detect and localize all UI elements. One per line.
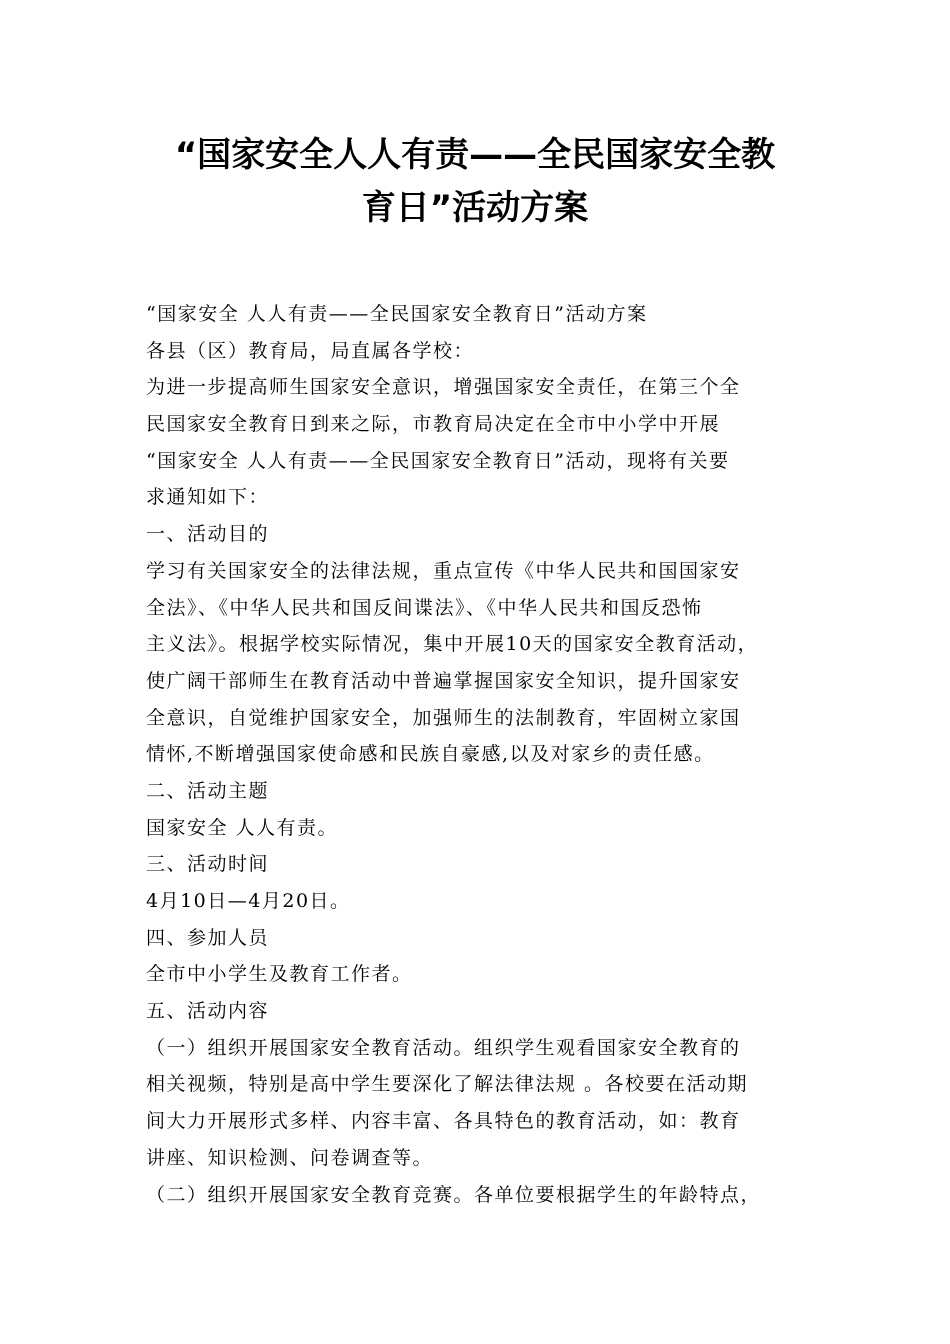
section-heading-theme: 二、活动主题 — [146, 779, 270, 802]
body-line-recipients: 各县（区）教育局，局直属各学校： — [146, 339, 475, 362]
body-line-subtitle: “国家安全 人人有责——全民国家安全教育日”活动方案 — [146, 303, 648, 325]
body-line-theme: 国家安全 人人有责。 — [146, 816, 339, 839]
section-heading-purpose: 一、活动目的 — [146, 523, 270, 546]
body-line-purpose-3: 主义法》。根据学校实际情况，集中开展10天的国家安全教育活动， — [146, 633, 759, 656]
document-title-line-2: 育日”活动方案 — [361, 188, 589, 228]
section-heading-participants: 四、参加人员 — [146, 926, 270, 949]
body-line-intro-1: 为进一步提高师生国家安全意识，增强国家安全责任，在第三个全 — [146, 376, 741, 399]
body-line-content-4: 讲座、知识检测、问卷调查等。 — [146, 1146, 434, 1169]
body-line-content-5: （二）组织开展国家安全教育竞赛。各单位要根据学生的年龄特点， — [146, 1183, 762, 1206]
body-line-content-2: 相关视频，特别是高中学生要深化了解法律法规 。各校要在活动期 — [146, 1073, 749, 1096]
body-line-purpose-1: 学习有关国家安全的法律法规，重点宣传《中华人民共和国国家安 — [146, 559, 741, 582]
body-line-intro-2: 民国家安全教育日到来之际，市教育局决定在全市中小学中开展 — [146, 413, 721, 436]
body-line-content-3: 间大力开展形式多样、内容丰富、各具特色的教育活动，如：教育 — [146, 1110, 741, 1133]
body-line-intro-3: “国家安全 人人有责——全民国家安全教育日”活动，现将有关要 — [146, 449, 730, 472]
section-heading-time: 三、活动时间 — [146, 853, 270, 876]
body-line-participants: 全市中小学生及教育工作者。 — [146, 963, 413, 986]
body-line-intro-4: 求通知如下： — [146, 486, 270, 509]
body-line-purpose-4: 使广阔干部师生在教育活动中普遍掌握国家安全知识，提升国家安 — [146, 669, 741, 692]
document-body — [146, 296, 816, 1213]
body-line-content-1: （一）组织开展国家安全教育活动。组织学生观看国家安全教育的 — [146, 1036, 741, 1059]
section-heading-content: 五、活动内容 — [146, 1000, 270, 1023]
body-line-time: 4月10日—4月20日。 — [146, 890, 351, 912]
document-title-line-1: “国家安全人人有责——全民国家安全教 — [174, 135, 776, 175]
body-line-purpose-6: 情怀,不断增强国家使命感和民族自豪感,以及对家乡的责任感。 — [146, 743, 715, 766]
body-line-purpose-5: 全意识，自觉维护国家安全，加强师生的法制教育，牢固树立家国 — [146, 706, 741, 729]
body-line-purpose-2: 全法》、《中华人民共和国反间谍法》、《中华人民共和国反恐怖 — [146, 596, 703, 619]
